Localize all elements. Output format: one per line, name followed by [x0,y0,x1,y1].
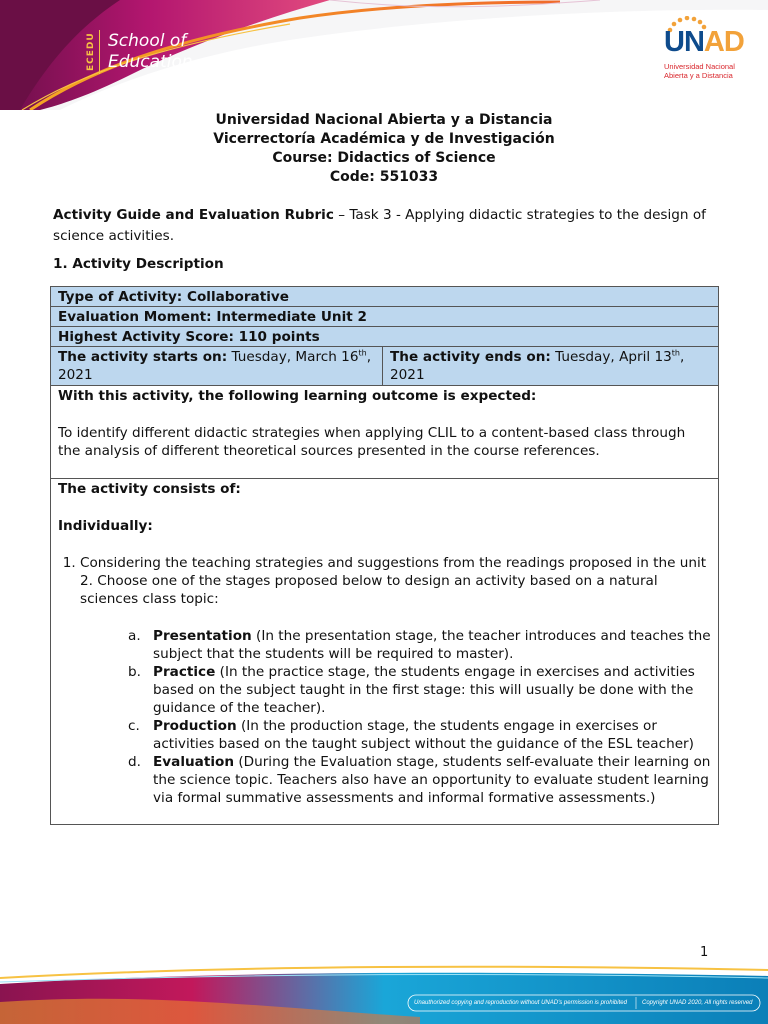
footer-copyright: Copyright UNAD 2020, All rights reserved [642,1000,753,1006]
highest-score-row: Highest Activity Score: 110 points [51,327,718,347]
unad-sub-line2: Abierta y a Distancia [664,71,733,80]
start-date-value: Tuesday, March 16 [227,349,359,365]
stage-term: Production [153,718,237,734]
stage-term: Presentation [153,628,252,644]
footer-copy-warning: Unauthorized copying and reproduction without UNAD's permission is prohibited [414,1000,627,1006]
learning-outcome-title: With this activity, the following learning outcome is expected: [58,388,537,404]
section-heading: 1. Activity Description [53,256,224,272]
stage-term: Evaluation [153,754,235,770]
ecedu-label: ECEDU [86,32,96,72]
stage-item [128,627,711,663]
stage-desc: (During the Evaluation stage, students self-evaluate their learning on the science topic. Teachers also have an opportunity to evaluate student learning via formal summative assessments and informal formative assessments.) [153,754,711,806]
start-date-label: The activity starts on: [58,349,228,365]
unad-logo-subtitle [664,62,735,80]
stage-list [128,627,711,807]
unad-logo-wordmark [664,26,744,59]
learning-outcome-text: To identify different didactic strategies when applying CLIL to a content-based class through the analysis of different theoretical sources presented in the course references. [58,425,686,459]
start-date-year: , 2021 [58,349,372,383]
task-item [80,554,711,807]
activity-consists-row [51,479,718,824]
activity-type-row: Type of Activity: Collaborative [51,287,718,307]
school-name-line2: Education [108,52,193,72]
evaluation-moment-row: Evaluation Moment: Intermediate Unit 2 [51,307,718,327]
learning-outcome-row [51,386,718,479]
page-number: 1 [700,945,709,960]
footer-banner-graphic [0,962,768,1024]
stage-mark: c. [128,718,140,734]
document-title-block [0,111,768,187]
school-name-line1: School of [108,31,187,51]
start-date-suffix: th [358,348,367,358]
stage-mark: d. [128,754,141,770]
stage-desc: (In the presentation stage, the teacher introduces and teaches the subject that the students will be required to master). [153,628,711,662]
individually-heading: Individually: [58,518,153,534]
stage-mark: b. [128,664,141,680]
activity-consists-title: The activity consists of: [58,481,241,497]
unad-logo-un: UN [664,26,704,58]
stage-item [128,753,711,807]
end-date-suffix: th [671,348,680,358]
university-name: Universidad Nacional Abierta y a Distancia [215,112,553,128]
end-date-cell [383,347,718,385]
stage-desc: (In the production stage, the students engage in exercises or activities based on the taught subject without the guidance of the ESL teacher) [153,718,694,752]
stage-term: Practice [153,664,216,680]
end-date-value: Tuesday, April 13 [550,349,672,365]
end-date-label: The activity ends on: [390,349,551,365]
activity-description-table [50,286,719,825]
unad-logo-ad: AD [703,26,744,58]
course-code: Code: 551033 [329,169,439,185]
stage-desc: (In the practice stage, the students engage in exercises and activities based on the subject taught in the first stage: this will usually be done with the guidance of the teacher). [153,664,695,716]
logo-divider [99,30,100,74]
dates-row [51,347,718,386]
task-text: Considering the teaching strategies and suggestions from the readings proposed in the unit 2. Choose one of the stages proposed below to design an activity based on a natural sciences class topic: [80,555,707,607]
guide-intro-rest: – Task 3 - Applying didactic strategies to the design of science activities. [53,207,706,244]
footer-notice [408,995,760,1011]
guide-intro-bold: Activity Guide and Evaluation Rubric [53,207,334,223]
course-name: Course: Didactics of Science [272,150,496,166]
end-date-year: , 2021 [390,349,685,383]
guide-intro [53,205,723,247]
stage-item [128,663,711,717]
start-date-cell [51,347,383,385]
task-list [80,554,711,807]
unad-sub-line1: Universidad Nacional [664,62,735,71]
stage-item [128,717,711,753]
stage-mark: a. [128,628,141,644]
vice-rectorate: Vicerrectoría Académica y de Investigación [213,131,555,147]
